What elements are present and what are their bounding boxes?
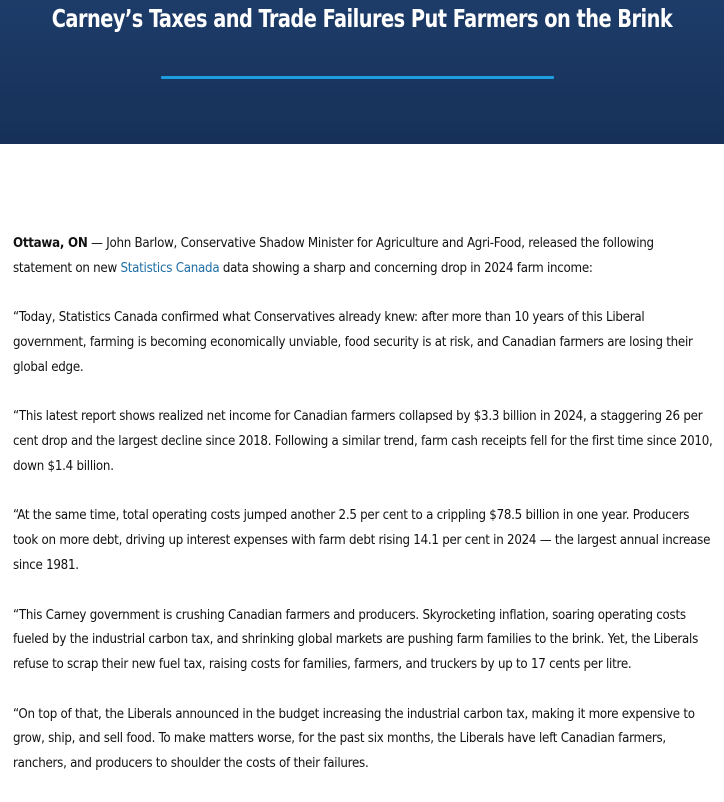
article-paragraph-4: “At the same time, total operating costs jumped another 2.5 per cent to a crippling $78.5 billion in one year. Producers took on more debt, driving up interest expenses with farm debt rising 14.1 per cent in 2024 — the largest annual increase since 1981. [13,508,711,574]
article-paragraph-6: “On top of that, the Liberals announced in the budget increasing the industrial carbon tax, making it more expensive to grow, ship, and sell food. To make matters worse, for the past six months, the Liberals have left Canadian farmers, ranchers, and producers to shoulder the costs of their failures. [13,706,695,772]
title-underline-divider [161,76,554,79]
intro-text: — John Barlow, Conservative Shadow Minister for Agriculture and Agri-Food, released the following statement on new [13,236,654,276]
dateline: Ottawa, ON [13,236,88,251]
article-paragraph-1 [13,232,713,282]
statistics-canada-link[interactable]: Statistics Canada [120,260,220,276]
page-title: Carney’s Taxes and Trade Failures Put Farmers on the Brink [51,4,673,33]
page-header-banner [0,0,724,144]
article-paragraph-2: “Today, Statistics Canada confirmed what Conservatives already knew: after more than 10 years of this Liberal government, farming is becoming economically unviable, food security is at risk, and Canadian farmers are losing their global edge. [13,310,693,375]
intro-text-continued: data showing a sharp and concerning drop in 2024 farm income: [219,260,593,276]
article-paragraph-3: “This latest report shows realized net income for Canadian farmers collapsed by $3.3 billion in 2024, a staggering 26 per cent drop and the largest decline since 2018. Following a similar trend, farm cash receipts fell for the first time since 2010, down $1.4 billion. [13,409,713,474]
article-paragraph-5: “This Carney government is crushing Canadian farmers and producers. Skyrocketing inflation, soaring operating costs fueled by the industrial carbon tax, and shrinking global markets are pushing farm families to the brink. Yet, the Liberals refuse to scrap their new fuel tax, raising costs for families, farmers, and truckers by up to 17 cents per litre. [13,607,699,673]
article-body [13,232,713,802]
